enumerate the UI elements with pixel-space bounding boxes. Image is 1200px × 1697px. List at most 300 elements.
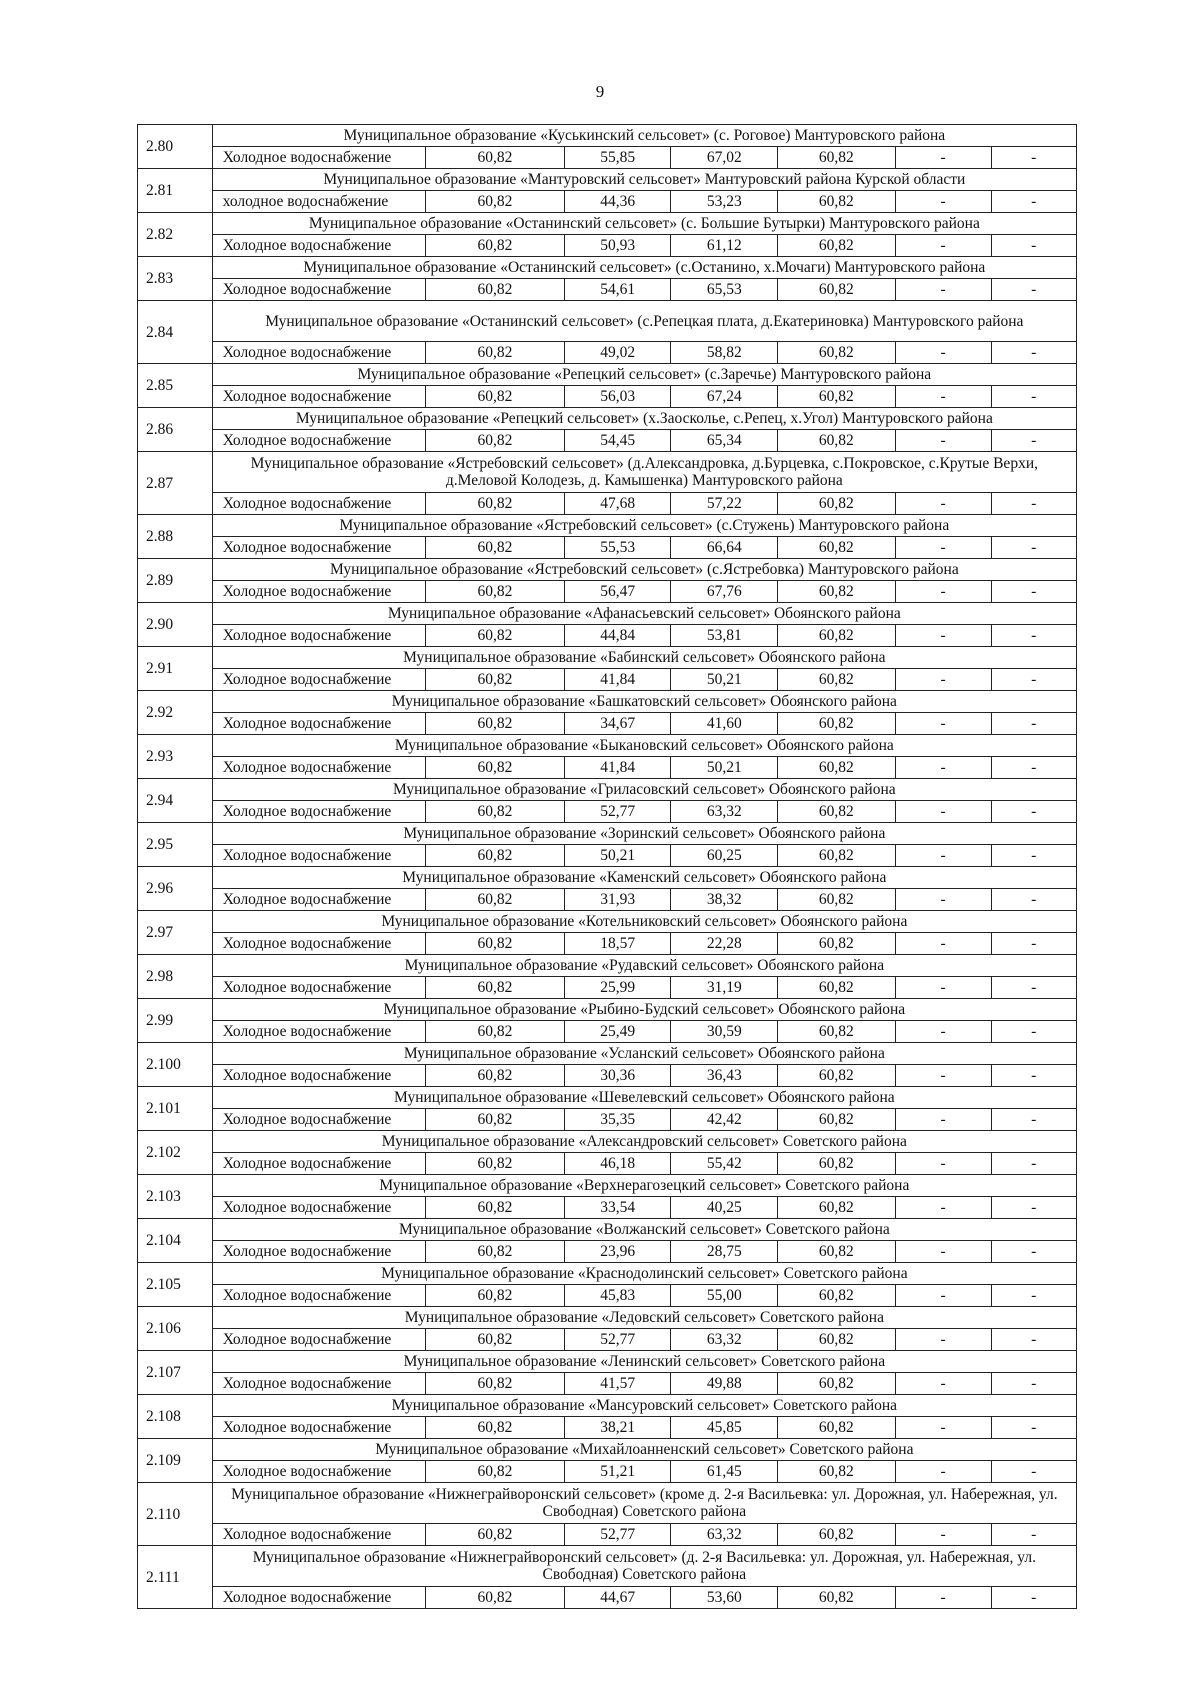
- tariff-value-1: 60,82: [426, 713, 565, 735]
- tariff-value-1: 60,82: [426, 1329, 565, 1351]
- municipality-title: Муниципальное образование «Ястребовский сельсовет» (с.Ястребовка) Мантуровского района: [212, 559, 1076, 581]
- tariff-value-3: 66,64: [671, 537, 778, 559]
- tariff-value-2: 41,57: [564, 1373, 671, 1395]
- tariff-value-4: 60,82: [778, 430, 895, 452]
- tariff-value-3: 65,34: [671, 430, 778, 452]
- row-number: 2.81: [138, 169, 213, 213]
- tariff-value-3: 65,53: [671, 279, 778, 301]
- tariff-value-4: 60,82: [778, 1109, 895, 1131]
- municipality-row: [138, 301, 1077, 342]
- tariff-value-2: 46,18: [564, 1153, 671, 1175]
- tariff-values-row: [138, 1417, 1077, 1439]
- tariff-dash-1: -: [895, 933, 991, 955]
- tariff-dash-2: -: [991, 1153, 1076, 1175]
- tariff-value-3: 67,02: [671, 147, 778, 169]
- tariff-value-2: 47,68: [564, 493, 671, 515]
- tariff-value-2: 41,84: [564, 757, 671, 779]
- tariff-dash-1: -: [895, 191, 991, 213]
- row-number: 2.82: [138, 213, 213, 257]
- service-name: Холодное водоснабжение: [212, 1241, 425, 1263]
- row-number: 2.89: [138, 559, 213, 603]
- tariff-value-3: 53,23: [671, 191, 778, 213]
- tariff-value-2: 23,96: [564, 1241, 671, 1263]
- page-number: 9: [595, 82, 605, 101]
- municipality-title: Муниципальное образование «Зоринский сельсовет» Обоянского района: [212, 823, 1076, 845]
- tariff-value-1: 60,82: [426, 1109, 565, 1131]
- tariff-dash-2: -: [991, 493, 1076, 515]
- service-name: Холодное водоснабжение: [212, 1373, 425, 1395]
- tariff-values-row: [138, 1461, 1077, 1483]
- tariff-value-1: 60,82: [426, 845, 565, 867]
- tariff-dash-1: -: [895, 1153, 991, 1175]
- tariff-value-4: 60,82: [778, 1241, 895, 1263]
- tariff-dash-1: -: [895, 1329, 991, 1351]
- tariff-values-row: [138, 191, 1077, 213]
- tariff-values-row: [138, 235, 1077, 257]
- tariff-value-2: 50,93: [564, 235, 671, 257]
- row-number: 2.111: [138, 1546, 213, 1609]
- tariff-value-2: 18,57: [564, 933, 671, 955]
- service-name: Холодное водоснабжение: [212, 1417, 425, 1439]
- municipality-title: Муниципальное образование «Ленинский сельсовет» Советского района: [212, 1351, 1076, 1373]
- tariff-values-row: [138, 537, 1077, 559]
- tariff-value-1: 60,82: [426, 342, 565, 364]
- tariff-value-3: 40,25: [671, 1197, 778, 1219]
- service-name: Холодное водоснабжение: [212, 1109, 425, 1131]
- tariff-value-2: 52,77: [564, 1329, 671, 1351]
- tariff-dash-2: -: [991, 1329, 1076, 1351]
- tariff-value-4: 60,82: [778, 1021, 895, 1043]
- municipality-title: Муниципальное образование «Шевелевский сельсовет» Обоянского района: [212, 1087, 1076, 1109]
- tariff-dash-1: -: [895, 1241, 991, 1263]
- service-name: Холодное водоснабжение: [212, 801, 425, 823]
- tariff-dash-1: -: [895, 757, 991, 779]
- service-name: Холодное водоснабжение: [212, 537, 425, 559]
- tariff-value-1: 60,82: [426, 625, 565, 647]
- row-number: 2.80: [138, 125, 213, 169]
- tariff-value-1: 60,82: [426, 191, 565, 213]
- row-number: 2.84: [138, 301, 213, 364]
- municipality-row: [138, 169, 1077, 191]
- tariff-value-1: 60,82: [426, 1153, 565, 1175]
- row-number: 2.98: [138, 955, 213, 999]
- tariff-value-4: 60,82: [778, 801, 895, 823]
- tariff-value-4: 60,82: [778, 493, 895, 515]
- tariff-value-2: 44,36: [564, 191, 671, 213]
- tariff-value-4: 60,82: [778, 1153, 895, 1175]
- tariff-value-1: 60,82: [426, 933, 565, 955]
- municipality-title: Муниципальное образование «Гриласовский сельсовет» Обоянского района: [212, 779, 1076, 801]
- tariff-value-3: 55,42: [671, 1153, 778, 1175]
- tariff-dash-1: -: [895, 1417, 991, 1439]
- service-name: Холодное водоснабжение: [212, 933, 425, 955]
- municipality-row: [138, 1219, 1077, 1241]
- municipality-row: [138, 1307, 1077, 1329]
- service-name: Холодное водоснабжение: [212, 669, 425, 691]
- municipality-row: [138, 823, 1077, 845]
- service-name: Холодное водоснабжение: [212, 430, 425, 452]
- service-name: Холодное водоснабжение: [212, 757, 425, 779]
- service-name: холодное водоснабжение: [212, 191, 425, 213]
- tariff-value-4: 60,82: [778, 235, 895, 257]
- tariff-value-4: 60,82: [778, 1285, 895, 1307]
- row-number: 2.101: [138, 1087, 213, 1131]
- tariff-dash-1: -: [895, 1109, 991, 1131]
- tariff-value-2: 56,47: [564, 581, 671, 603]
- row-number: 2.87: [138, 452, 213, 515]
- municipality-title: Муниципальное образование «Каменский сельсовет» Обоянского района: [212, 867, 1076, 889]
- tariff-dash-2: -: [991, 1197, 1076, 1219]
- row-number: 2.99: [138, 999, 213, 1043]
- municipality-title: Муниципальное образование «Репецкий сельсовет» (х.Заосколье, с.Репец, х.Угол) Мантуровского района: [212, 408, 1076, 430]
- municipality-row: [138, 364, 1077, 386]
- municipality-row: [138, 515, 1077, 537]
- municipality-title: Муниципальное образование «Александровский сельсовет» Советского района: [212, 1131, 1076, 1153]
- tariff-dash-2: -: [991, 235, 1076, 257]
- tariff-value-4: 60,82: [778, 1587, 895, 1609]
- tariff-dash-2: -: [991, 537, 1076, 559]
- tariff-value-4: 60,82: [778, 386, 895, 408]
- tariff-value-2: 44,84: [564, 625, 671, 647]
- tariff-value-1: 60,82: [426, 1197, 565, 1219]
- municipality-title: Муниципальное образование «Рыбино-Будский сельсовет» Обоянского района: [212, 999, 1076, 1021]
- tariff-values-row: [138, 1109, 1077, 1131]
- tariff-dash-2: -: [991, 430, 1076, 452]
- row-number: 2.94: [138, 779, 213, 823]
- tariff-value-4: 60,82: [778, 757, 895, 779]
- row-number: 2.107: [138, 1351, 213, 1395]
- tariff-value-1: 60,82: [426, 889, 565, 911]
- tariff-values-row: [138, 1197, 1077, 1219]
- tariff-value-1: 60,82: [426, 1285, 565, 1307]
- service-name: Холодное водоснабжение: [212, 1285, 425, 1307]
- tariff-value-2: 51,21: [564, 1461, 671, 1483]
- tariff-value-4: 60,82: [778, 342, 895, 364]
- tariff-value-4: 60,82: [778, 845, 895, 867]
- tariff-value-1: 60,82: [426, 1373, 565, 1395]
- tariff-dash-1: -: [895, 801, 991, 823]
- tariff-dash-1: -: [895, 493, 991, 515]
- tariff-dash-2: -: [991, 845, 1076, 867]
- municipality-row: [138, 603, 1077, 625]
- tariff-value-1: 60,82: [426, 1587, 565, 1609]
- tariff-value-1: 60,82: [426, 801, 565, 823]
- tariff-dash-1: -: [895, 1373, 991, 1395]
- municipality-row: [138, 257, 1077, 279]
- tariff-value-4: 60,82: [778, 625, 895, 647]
- municipality-row: [138, 213, 1077, 235]
- tariff-value-3: 61,45: [671, 1461, 778, 1483]
- tariff-values-row: [138, 386, 1077, 408]
- municipality-row: [138, 125, 1077, 147]
- tariff-value-2: 44,67: [564, 1587, 671, 1609]
- tariff-value-2: 52,77: [564, 801, 671, 823]
- tariff-value-3: 36,43: [671, 1065, 778, 1087]
- tariff-value-4: 60,82: [778, 1065, 895, 1087]
- municipality-row: [138, 408, 1077, 430]
- tariff-value-4: 60,82: [778, 537, 895, 559]
- municipality-title: Муниципальное образование «Быкановский сельсовет» Обоянского района: [212, 735, 1076, 757]
- tariff-values-row: [138, 1153, 1077, 1175]
- tariff-dash-2: -: [991, 933, 1076, 955]
- municipality-title: Муниципальное образование «Нижнеграйворонский сельсовет» (кроме д. 2-я Васильевка: ул. Дорожная, ул. Набережная, ул. Свободная) Советского района: [212, 1483, 1076, 1524]
- tariff-dash-1: -: [895, 1587, 991, 1609]
- tariff-value-3: 45,85: [671, 1417, 778, 1439]
- municipality-title: Муниципальное образование «Рудавский сельсовет» Обоянского района: [212, 955, 1076, 977]
- tariff-value-4: 60,82: [778, 191, 895, 213]
- row-number: 2.83: [138, 257, 213, 301]
- tariff-values-row: [138, 279, 1077, 301]
- tariff-values-row: [138, 1524, 1077, 1546]
- tariff-value-3: 57,22: [671, 493, 778, 515]
- municipality-title: Муниципальное образование «Котельниковский сельсовет» Обоянского района: [212, 911, 1076, 933]
- row-number: 2.103: [138, 1175, 213, 1219]
- tariff-value-3: 50,21: [671, 669, 778, 691]
- tariff-dash-1: -: [895, 889, 991, 911]
- municipality-title: Муниципальное образование «Михайлоанненский сельсовет» Советского района: [212, 1439, 1076, 1461]
- tariff-value-2: 30,36: [564, 1065, 671, 1087]
- tariff-value-3: 63,32: [671, 1524, 778, 1546]
- municipality-row: [138, 691, 1077, 713]
- tariff-value-1: 60,82: [426, 147, 565, 169]
- municipality-title: Муниципальное образование «Краснодолинский сельсовет» Советского района: [212, 1263, 1076, 1285]
- tariff-table: [137, 124, 1077, 1609]
- tariff-value-3: 53,81: [671, 625, 778, 647]
- tariff-dash-2: -: [991, 1021, 1076, 1043]
- tariff-values-row: [138, 493, 1077, 515]
- tariff-value-3: 50,21: [671, 757, 778, 779]
- tariff-dash-2: -: [991, 625, 1076, 647]
- tariff-value-3: 41,60: [671, 713, 778, 735]
- tariff-values-row: [138, 147, 1077, 169]
- tariff-value-2: 41,84: [564, 669, 671, 691]
- tariff-value-3: 38,32: [671, 889, 778, 911]
- row-number: 2.105: [138, 1263, 213, 1307]
- tariff-value-1: 60,82: [426, 386, 565, 408]
- tariff-value-4: 60,82: [778, 1461, 895, 1483]
- tariff-dash-2: -: [991, 581, 1076, 603]
- tariff-value-4: 60,82: [778, 669, 895, 691]
- tariff-value-3: 22,28: [671, 933, 778, 955]
- row-number: 2.91: [138, 647, 213, 691]
- tariff-values-row: [138, 1373, 1077, 1395]
- tariff-dash-1: -: [895, 625, 991, 647]
- tariff-value-2: 55,53: [564, 537, 671, 559]
- tariff-value-2: 54,61: [564, 279, 671, 301]
- tariff-value-3: 30,59: [671, 1021, 778, 1043]
- row-number: 2.88: [138, 515, 213, 559]
- municipality-row: [138, 911, 1077, 933]
- tariff-values-row: [138, 625, 1077, 647]
- tariff-values-row: [138, 342, 1077, 364]
- tariff-value-1: 60,82: [426, 581, 565, 603]
- service-name: Холодное водоснабжение: [212, 1197, 425, 1219]
- tariff-value-2: 52,77: [564, 1524, 671, 1546]
- tariff-dash-2: -: [991, 757, 1076, 779]
- tariff-value-2: 50,21: [564, 845, 671, 867]
- row-number: 2.86: [138, 408, 213, 452]
- row-number: 2.104: [138, 1219, 213, 1263]
- service-name: Холодное водоснабжение: [212, 279, 425, 301]
- service-name: Холодное водоснабжение: [212, 889, 425, 911]
- municipality-title: Муниципальное образование «Башкатовский сельсовет» Обоянского района: [212, 691, 1076, 713]
- tariff-value-1: 60,82: [426, 977, 565, 999]
- tariff-dash-1: -: [895, 1461, 991, 1483]
- service-name: Холодное водоснабжение: [212, 1329, 425, 1351]
- tariff-value-4: 60,82: [778, 1524, 895, 1546]
- tariff-value-4: 60,82: [778, 581, 895, 603]
- tariff-value-3: 63,32: [671, 801, 778, 823]
- municipality-title: Муниципальное образование «Останинский сельсовет» (с.Останино, х.Мочаги) Мантуровского района: [212, 257, 1076, 279]
- municipality-row: [138, 1175, 1077, 1197]
- service-name: Холодное водоснабжение: [212, 1065, 425, 1087]
- tariff-value-2: 55,85: [564, 147, 671, 169]
- municipality-row: [138, 1087, 1077, 1109]
- tariff-values-row: [138, 1241, 1077, 1263]
- tariff-dash-2: -: [991, 1417, 1076, 1439]
- tariff-dash-1: -: [895, 845, 991, 867]
- tariff-dash-1: -: [895, 537, 991, 559]
- service-name: Холодное водоснабжение: [212, 386, 425, 408]
- row-number: 2.109: [138, 1439, 213, 1483]
- tariff-value-3: 31,19: [671, 977, 778, 999]
- tariff-dash-2: -: [991, 279, 1076, 301]
- service-name: Холодное водоснабжение: [212, 1587, 425, 1609]
- tariff-value-4: 60,82: [778, 147, 895, 169]
- row-number: 2.110: [138, 1483, 213, 1546]
- service-name: Холодное водоснабжение: [212, 977, 425, 999]
- tariff-value-2: 31,93: [564, 889, 671, 911]
- tariff-values-row: [138, 977, 1077, 999]
- municipality-title: Муниципальное образование «Останинский сельсовет» (с. Большие Бутырки) Мантуровского района: [212, 213, 1076, 235]
- tariff-dash-2: -: [991, 1065, 1076, 1087]
- tariff-value-3: 28,75: [671, 1241, 778, 1263]
- tariff-value-3: 58,82: [671, 342, 778, 364]
- tariff-value-1: 60,82: [426, 279, 565, 301]
- tariff-values-row: [138, 581, 1077, 603]
- tariff-value-2: 56,03: [564, 386, 671, 408]
- tariff-value-2: 38,21: [564, 1417, 671, 1439]
- tariff-value-1: 60,82: [426, 1417, 565, 1439]
- table-body: [138, 125, 1077, 1609]
- tariff-value-2: 45,83: [564, 1285, 671, 1307]
- tariff-dash-2: -: [991, 1241, 1076, 1263]
- row-number: 2.106: [138, 1307, 213, 1351]
- tariff-dash-1: -: [895, 713, 991, 735]
- tariff-value-4: 60,82: [778, 977, 895, 999]
- municipality-title: Муниципальное образование «Ястребовский сельсовет» (с.Стужень) Мантуровского района: [212, 515, 1076, 537]
- tariff-value-1: 60,82: [426, 537, 565, 559]
- tariff-value-3: 42,42: [671, 1109, 778, 1131]
- tariff-values-row: [138, 713, 1077, 735]
- service-name: Холодное водоснабжение: [212, 1524, 425, 1546]
- municipality-row: [138, 955, 1077, 977]
- tariff-values-row: [138, 1021, 1077, 1043]
- service-name: Холодное водоснабжение: [212, 1461, 425, 1483]
- tariff-value-1: 60,82: [426, 669, 565, 691]
- tariff-value-1: 60,82: [426, 1524, 565, 1546]
- municipality-row: [138, 867, 1077, 889]
- municipality-row: [138, 1483, 1077, 1524]
- tariff-dash-1: -: [895, 1065, 991, 1087]
- tariff-value-3: 63,32: [671, 1329, 778, 1351]
- municipality-title: Муниципальное образование «Ястребовский сельсовет» (д.Александровка, д.Бурцевка, с.Покровское, с.Крутые Верхи, д.Меловой Колодезь, д. Камышенка) Мантуровского района: [212, 452, 1076, 493]
- tariff-values-row: [138, 1329, 1077, 1351]
- tariff-value-2: 54,45: [564, 430, 671, 452]
- tariff-dash-1: -: [895, 235, 991, 257]
- tariff-value-3: 67,24: [671, 386, 778, 408]
- municipality-row: [138, 779, 1077, 801]
- municipality-title: Муниципальное образование «Бабинский сельсовет» Обоянского района: [212, 647, 1076, 669]
- tariff-values-row: [138, 1285, 1077, 1307]
- tariff-value-4: 60,82: [778, 1373, 895, 1395]
- row-number: 2.95: [138, 823, 213, 867]
- service-name: Холодное водоснабжение: [212, 581, 425, 603]
- row-number: 2.96: [138, 867, 213, 911]
- tariff-value-4: 60,82: [778, 713, 895, 735]
- tariff-values-row: [138, 669, 1077, 691]
- tariff-value-4: 60,82: [778, 1197, 895, 1219]
- tariff-value-3: 55,00: [671, 1285, 778, 1307]
- municipality-row: [138, 1395, 1077, 1417]
- row-number: 2.100: [138, 1043, 213, 1087]
- municipality-row: [138, 999, 1077, 1021]
- tariff-value-2: 33,54: [564, 1197, 671, 1219]
- municipality-title: Муниципальное образование «Останинский сельсовет» (с.Репецкая плата, д.Екатериновка) Мантуровского района: [212, 301, 1076, 342]
- municipality-title: Муниципальное образование «Мантуровский сельсовет» Мантуровский района Курской области: [212, 169, 1076, 191]
- tariff-value-1: 60,82: [426, 1065, 565, 1087]
- tariff-value-2: 25,49: [564, 1021, 671, 1043]
- tariff-dash-2: -: [991, 342, 1076, 364]
- tariff-dash-1: -: [895, 1021, 991, 1043]
- service-name: Холодное водоснабжение: [212, 1153, 425, 1175]
- municipality-row: [138, 1546, 1077, 1587]
- tariff-values-row: [138, 801, 1077, 823]
- municipality-row: [138, 1351, 1077, 1373]
- tariff-values-row: [138, 889, 1077, 911]
- tariff-value-2: 35,35: [564, 1109, 671, 1131]
- municipality-row: [138, 1439, 1077, 1461]
- tariff-values-row: [138, 845, 1077, 867]
- service-name: Холодное водоснабжение: [212, 493, 425, 515]
- municipality-title: Муниципальное образование «Волжанский сельсовет» Советского района: [212, 1219, 1076, 1241]
- tariff-dash-2: -: [991, 889, 1076, 911]
- tariff-value-3: 67,76: [671, 581, 778, 603]
- tariff-dash-2: -: [991, 1373, 1076, 1395]
- tariff-value-3: 61,12: [671, 235, 778, 257]
- municipality-row: [138, 647, 1077, 669]
- tariff-value-1: 60,82: [426, 1021, 565, 1043]
- tariff-value-4: 60,82: [778, 1329, 895, 1351]
- tariff-dash-2: -: [991, 669, 1076, 691]
- tariff-dash-1: -: [895, 1197, 991, 1219]
- service-name: Холодное водоснабжение: [212, 713, 425, 735]
- tariff-dash-2: -: [991, 1587, 1076, 1609]
- tariff-values-row: [138, 430, 1077, 452]
- service-name: Холодное водоснабжение: [212, 1021, 425, 1043]
- municipality-row: [138, 452, 1077, 493]
- tariff-value-2: 25,99: [564, 977, 671, 999]
- row-number: 2.108: [138, 1395, 213, 1439]
- tariff-value-4: 60,82: [778, 889, 895, 911]
- row-number: 2.97: [138, 911, 213, 955]
- tariff-dash-1: -: [895, 147, 991, 169]
- tariff-values-row: [138, 933, 1077, 955]
- tariff-value-1: 60,82: [426, 1461, 565, 1483]
- municipality-title: Муниципальное образование «Верхнерагозецкий сельсовет» Советского района: [212, 1175, 1076, 1197]
- tariff-dash-1: -: [895, 669, 991, 691]
- row-number: 2.92: [138, 691, 213, 735]
